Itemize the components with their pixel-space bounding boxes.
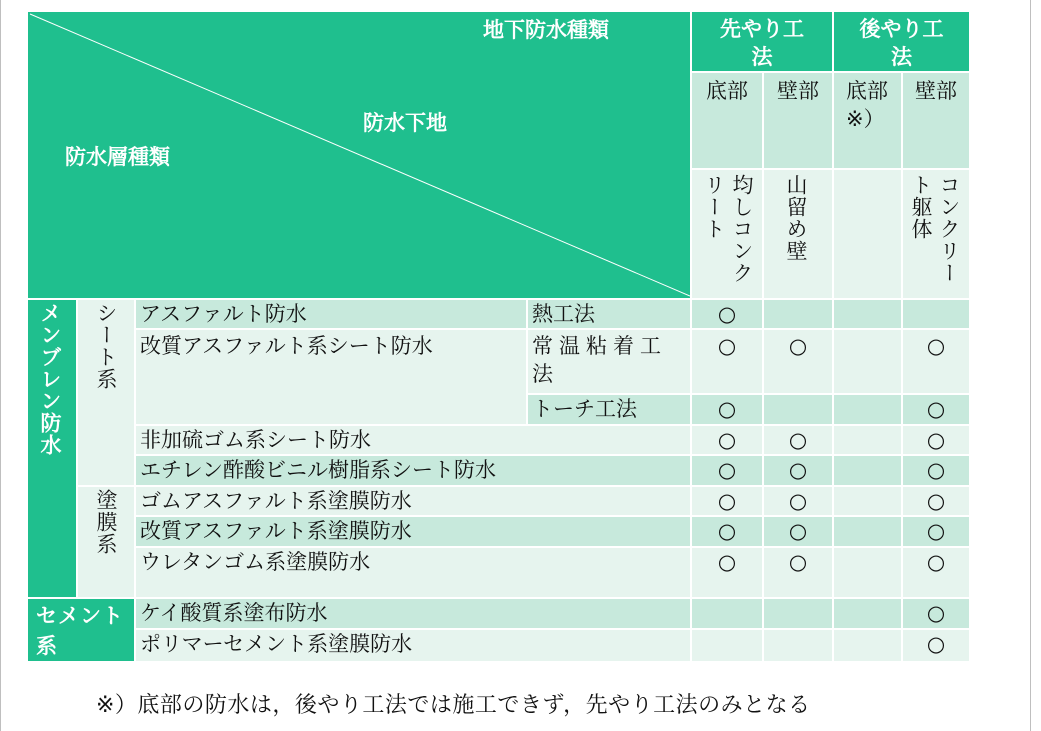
mark-cell: ○ — [763, 516, 833, 547]
row-name: 改質アスファルト系シート防水 — [135, 329, 527, 425]
table-row — [27, 299, 970, 329]
mark-cell: ○ — [691, 455, 763, 486]
mark-cell: ○ — [691, 486, 763, 516]
subgroup-coating-label: 塗膜系 — [94, 489, 118, 555]
mark-cell: ○ — [902, 547, 970, 598]
mark-cell: ○ — [902, 425, 970, 455]
row-method: 熱工法 — [527, 299, 691, 329]
mark-cell: ○ — [763, 455, 833, 486]
method-header-post: 後やり工法 — [833, 11, 970, 72]
right-frame-line — [1030, 0, 1031, 731]
footnote: ※）底部の防水は，後やり工法では施工できず，先やり工法のみとなる — [96, 693, 811, 718]
mark-cell: ○ — [763, 425, 833, 455]
mark-cell: ○ — [902, 486, 970, 516]
group-membrane-cell — [27, 299, 77, 598]
mark-cell — [691, 629, 763, 662]
row-name: ウレタンゴム系塗膜防水 — [135, 547, 691, 598]
mark-cell: ○ — [902, 629, 970, 662]
table-row — [27, 598, 970, 629]
row-name: 非加硫ゴム系シート防水 — [135, 425, 691, 455]
substrate-post-wall: コンクリート躯体 — [909, 174, 961, 284]
corner-bottom-label: 防水層種類 — [65, 145, 170, 169]
row-name: ポリマーセメント系塗膜防水 — [135, 629, 691, 662]
substrate-pre-bottom-cell — [691, 169, 763, 299]
mark-cell: ○ — [763, 547, 833, 598]
row-name: ゴムアスファルト系塗膜防水 — [135, 486, 691, 516]
mark-cell — [833, 299, 902, 329]
substrate-post-wall-cell — [902, 169, 970, 299]
substrate-pre-bottom: 均しコンクリート — [702, 174, 754, 284]
mark-cell — [763, 299, 833, 329]
row-name: アスファルト防水 — [135, 299, 527, 329]
mark-cell — [691, 598, 763, 629]
mark-cell — [833, 598, 902, 629]
mark-cell — [833, 329, 902, 394]
left-frame-line — [0, 0, 1, 731]
group-cement-label: セメント系 — [27, 598, 135, 662]
group-membrane-label: メンブレン防水 — [38, 302, 62, 456]
table-row — [27, 516, 970, 547]
mark-cell — [763, 598, 833, 629]
subgroup-sheet-cell — [77, 299, 135, 486]
part-header-pre-wall: 壁部 — [763, 72, 833, 169]
row-name: 改質アスファルト系塗膜防水 — [135, 516, 691, 547]
mark-cell — [833, 516, 902, 547]
mark-cell — [833, 394, 902, 425]
row-name: ケイ酸質系塗布防水 — [135, 598, 691, 629]
table-row — [27, 455, 970, 486]
mark-cell: ○ — [691, 329, 763, 394]
mark-cell: ○ — [902, 455, 970, 486]
table-row — [27, 329, 970, 394]
mark-cell — [902, 299, 970, 329]
row-method: 常温粘着工法 — [527, 329, 691, 394]
mark-cell — [833, 547, 902, 598]
table-row — [27, 425, 970, 455]
substrate-pre-wall-cell — [763, 169, 833, 299]
part-header-pre-bottom: 底部 — [691, 72, 763, 169]
subgroup-sheet-label: シート系 — [94, 302, 118, 390]
mark-cell: ○ — [691, 394, 763, 425]
part-header-post-bottom: 底部※） — [833, 72, 902, 169]
mark-cell — [833, 486, 902, 516]
waterproofing-table — [26, 10, 971, 663]
mark-cell: ○ — [902, 598, 970, 629]
mark-cell: ○ — [763, 329, 833, 394]
substrate-pre-wall: 山留め壁 — [784, 174, 808, 262]
mark-cell: ○ — [691, 299, 763, 329]
substrate-post-bottom-cell — [833, 169, 902, 299]
table-row — [27, 547, 970, 598]
corner-middle-label: 防水下地 — [363, 111, 447, 135]
mark-cell — [833, 629, 902, 662]
mark-cell — [763, 629, 833, 662]
subgroup-coating-cell — [77, 486, 135, 598]
corner-header-cell — [27, 11, 691, 299]
row-method: トーチ工法 — [527, 394, 691, 425]
mark-cell: ○ — [902, 516, 970, 547]
mark-cell: ○ — [691, 516, 763, 547]
table-row — [27, 629, 970, 662]
part-header-post-wall: 壁部 — [902, 72, 970, 169]
mark-cell: ○ — [763, 486, 833, 516]
mark-cell: ○ — [691, 547, 763, 598]
mark-cell: ○ — [902, 394, 970, 425]
mark-cell — [833, 425, 902, 455]
mark-cell: ○ — [902, 329, 970, 394]
row-name: エチレン酢酸ビニル樹脂系シート防水 — [135, 455, 691, 486]
mark-cell — [763, 394, 833, 425]
mark-cell: ○ — [691, 425, 763, 455]
mark-cell — [833, 455, 902, 486]
table-row — [27, 486, 970, 516]
method-header-pre: 先やり工法 — [691, 11, 833, 72]
corner-top-label: 地下防水種類 — [483, 18, 609, 42]
